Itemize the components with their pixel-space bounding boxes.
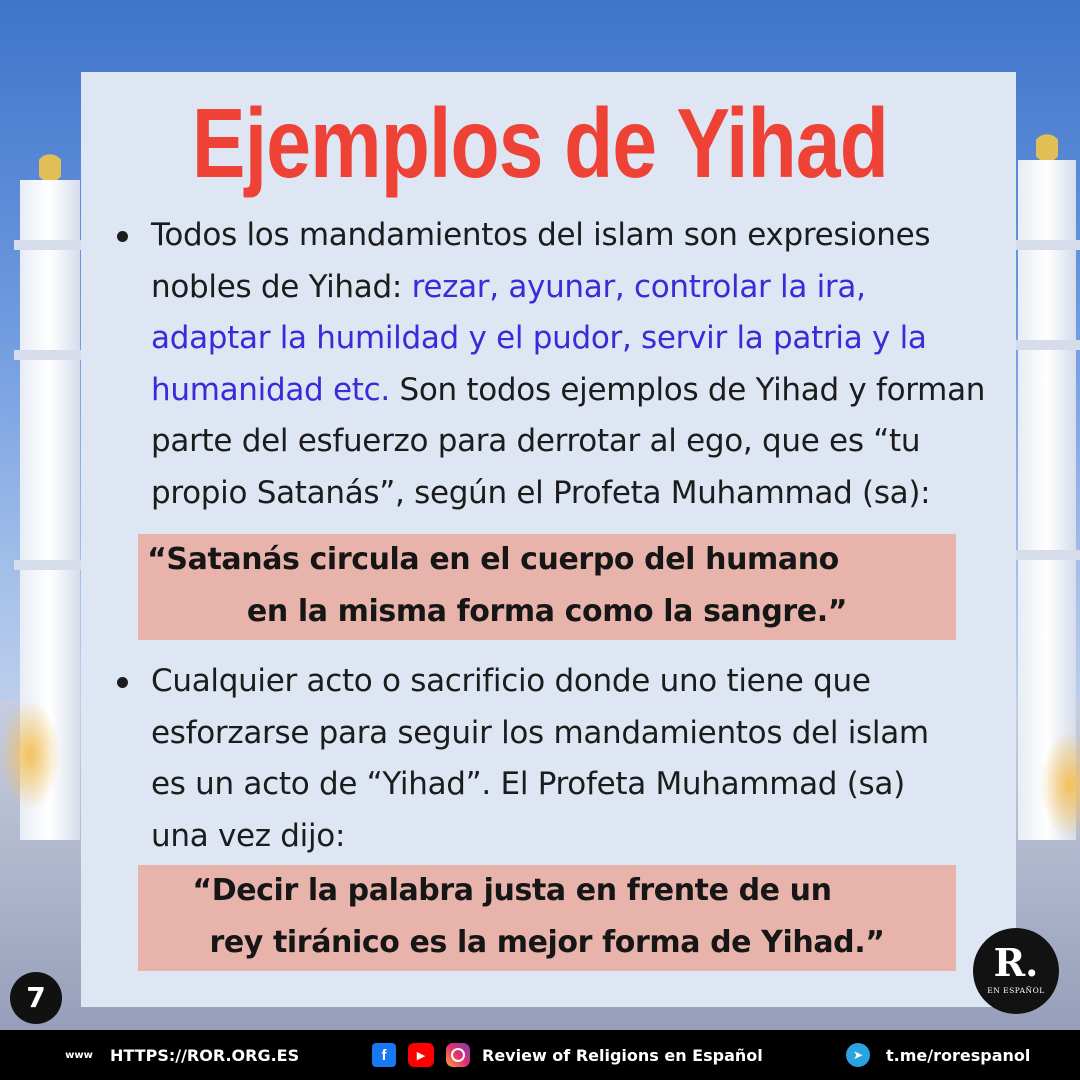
social-links bbox=[372, 1030, 763, 1080]
facebook-icon[interactable]: f bbox=[372, 1043, 396, 1067]
telegram-link[interactable]: ➤ t.me/rorespanol bbox=[846, 1030, 1030, 1080]
page-title: Ejemplos de Yihad bbox=[191, 88, 889, 198]
quote-box-1: “Satanás circula en el cuerpo del humano en la misma forma como la sangre.” bbox=[138, 534, 956, 640]
highlighted-text: adaptar la humildad y el pudor, servir la patria y la bbox=[151, 320, 927, 356]
quote-box-2: “Decir la palabra justa en frente de un rey tiránico es la mejor forma de Yihad.” bbox=[138, 865, 956, 971]
bullet-dot bbox=[117, 231, 128, 242]
social-account-name[interactable]: Review of Religions en Español bbox=[482, 1045, 763, 1065]
telegram-icon: ➤ bbox=[846, 1043, 870, 1067]
bullet-dot bbox=[117, 677, 128, 688]
instagram-icon[interactable] bbox=[446, 1043, 470, 1067]
youtube-icon[interactable]: ▶ bbox=[408, 1043, 434, 1067]
bullet-paragraph-2: Cualquier acto o sacrificio donde uno tiene que esforzarse para seguir los mandamientos del islam es un acto de “Yihad”. El Profeta Muhammad (sa) una vez dijo: bbox=[151, 656, 1011, 862]
globe-www-icon: www bbox=[65, 1049, 93, 1061]
lamp-glow bbox=[1040, 730, 1080, 840]
highlighted-text: rezar, ayunar, controlar la ira, bbox=[411, 268, 866, 305]
website-link[interactable]: www HTTPS://ROR.ORG.ES bbox=[62, 1030, 299, 1080]
page-number-badge: 7 bbox=[10, 972, 62, 1024]
footer-bar bbox=[0, 1030, 1080, 1080]
lamp-glow bbox=[0, 700, 60, 810]
bullet-paragraph-1: Todos los mandamientos del islam son expresiones nobles de Yihad: rezar, ayunar, controlar la ira, adaptar la humildad y el pudor, servir la patria y la humanidad etc. Son todos ejemplos de Yihad y forman parte del esfuerzo para derrotar al ego, que es “tu propio Satanás”, según el Profeta Muhammad (sa): bbox=[151, 210, 1011, 519]
highlighted-text: humanidad etc. bbox=[151, 371, 390, 408]
ror-logo: R. EN ESPAÑOL bbox=[973, 928, 1059, 1014]
